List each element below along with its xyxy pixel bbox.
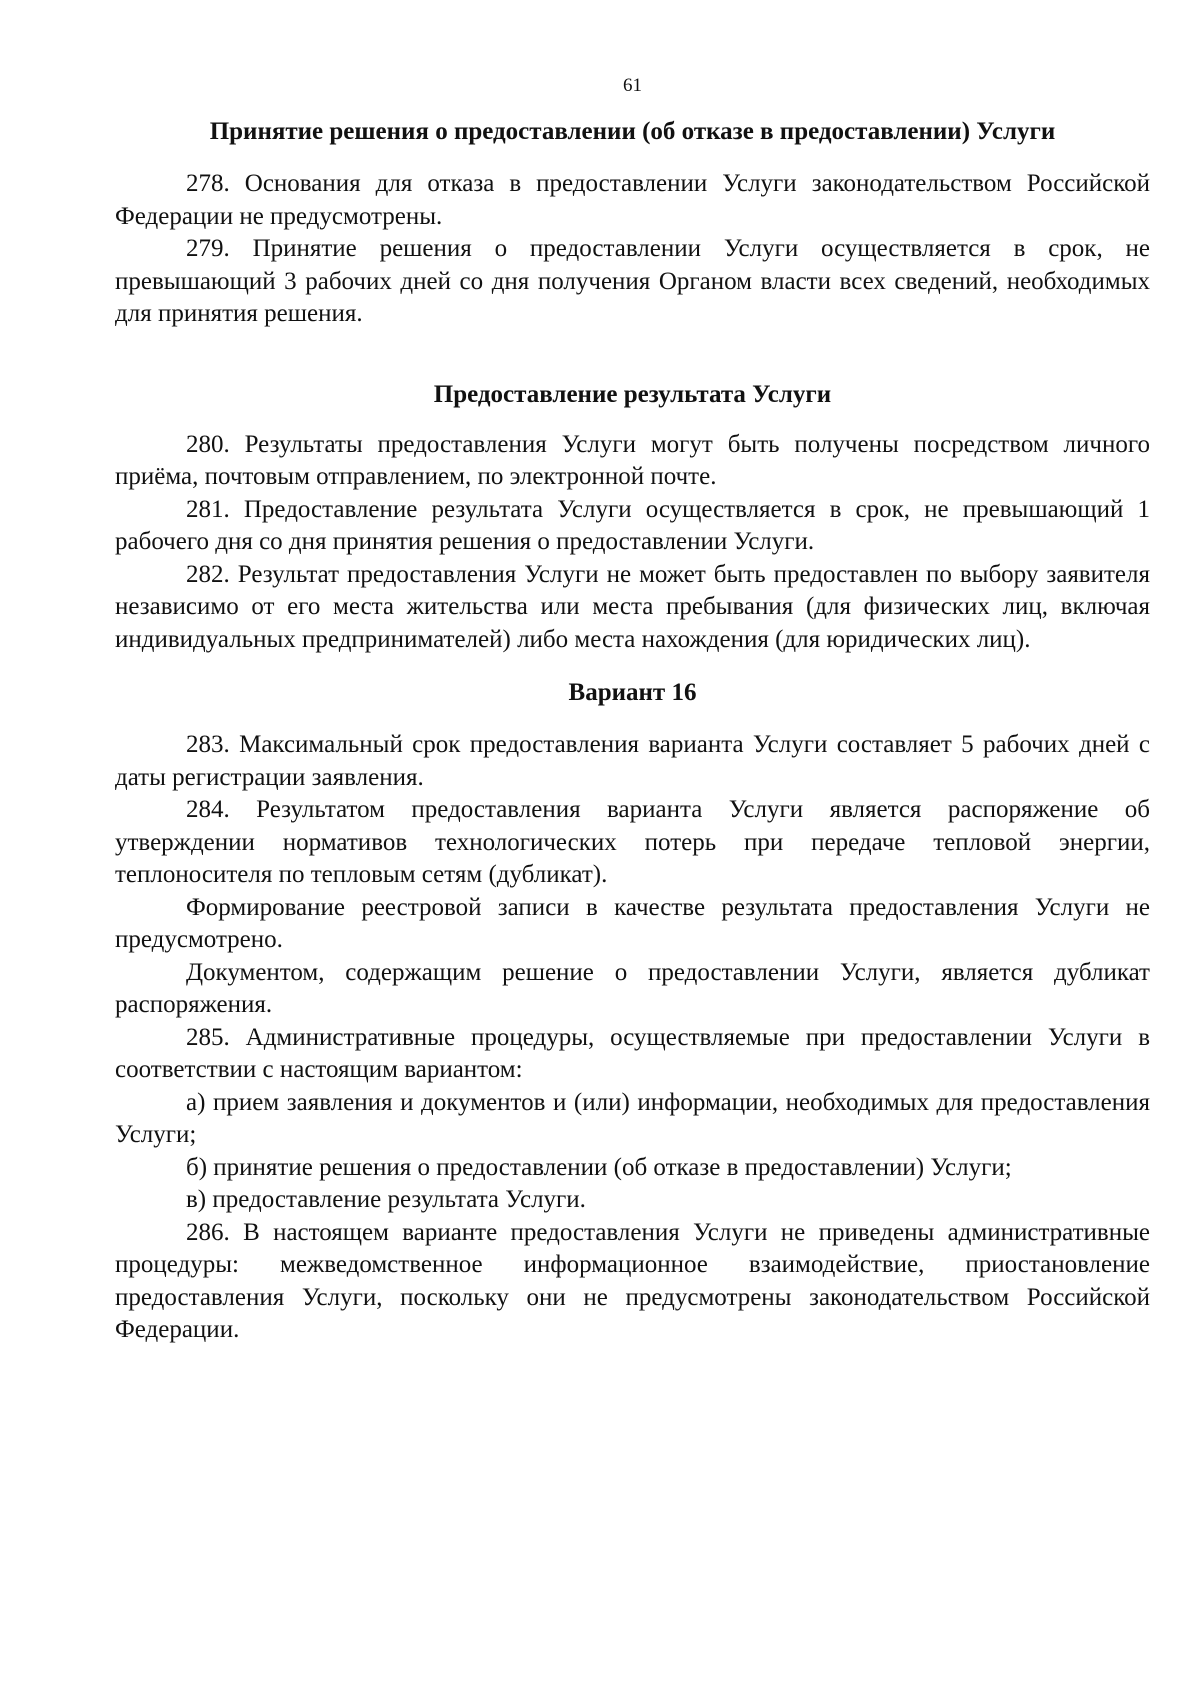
section-heading-decision: Принятие решения о предоставлении (об отказе в предоставлении) Услуги <box>209 118 1056 145</box>
paragraph-286: 286. В настоящем варианте предоставления Услуги не приведены административные процедуры: межведомственное информационное взаимодействие, приостановление предоставления Услуги, поскольку они не предусмотрены законодательством Российской Федерации. <box>115 1218 1150 1343</box>
paragraph-285: 285. Административные процедуры, осуществляемые при предоставлении Услуги в соответствии с настоящим вариантом: <box>115 1023 1150 1083</box>
paragraph-283: 283. Максимальный срок предоставления варианта Услуги составляет 5 рабочих дней с даты регистрации заявления. <box>115 731 1150 791</box>
list-item-b: б) принятие решения о предоставлении (об отказе в предоставлении) Услуги; <box>186 1153 1012 1181</box>
paragraph-280: 280. Результаты предоставления Услуги могут быть получены посредством личного приёма, почтовым отправлением, по электронной почте. <box>115 430 1150 490</box>
paragraph-282: 282. Результат предоставления Услуги не может быть предоставлен по выбору заявителя независимо от его места жительства или места пребывания (для физических лиц, включая индивидуальных предпринимателей) либо места нахождения (для юридических лиц). <box>115 560 1150 653</box>
paragraph-284: 284. Результатом предоставления варианта Услуги является распоряжение об утверждении нормативов технологических потерь при передаче тепловой энергии, теплоносителя по тепловым сетям (дубликат). <box>115 796 1150 888</box>
section-heading-variant-16: Вариант 16 <box>568 679 697 706</box>
page-number: 61 <box>623 75 642 96</box>
list-item-v: в) предоставление результата Услуги. <box>186 1186 586 1213</box>
paragraph-278: 278. Основания для отказа в предоставлении Услуги законодательством Российской Федерации не предусмотрены. <box>115 170 1150 230</box>
paragraph-279: 279. Принятие решения о предоставлении Услуги осуществляется в срок, не превышающий 3 рабочих дней со дня получения Органом власти всех сведений, необходимых для принятия решения. <box>115 235 1150 327</box>
document-page <box>115 60 1150 1347</box>
paragraph-decision-document: Документом, содержащим решение о предоставлении Услуги, является дубликат распоряжения. <box>115 958 1150 1018</box>
paragraph-registry-record: Формирование реестровой записи в качестве результата предоставления Услуги не предусмотрено. <box>115 893 1150 953</box>
paragraph-281: 281. Предоставление результата Услуги осуществляется в срок, не превышающий 1 рабочего дня со дня принятия решения о предоставлении Услуги. <box>115 495 1150 555</box>
list-item-a: а) прием заявления и документов и (или) информации, необходимых для предоставления Услуги; <box>115 1088 1150 1148</box>
section-heading-result: Предоставление результата Услуги <box>433 380 832 408</box>
